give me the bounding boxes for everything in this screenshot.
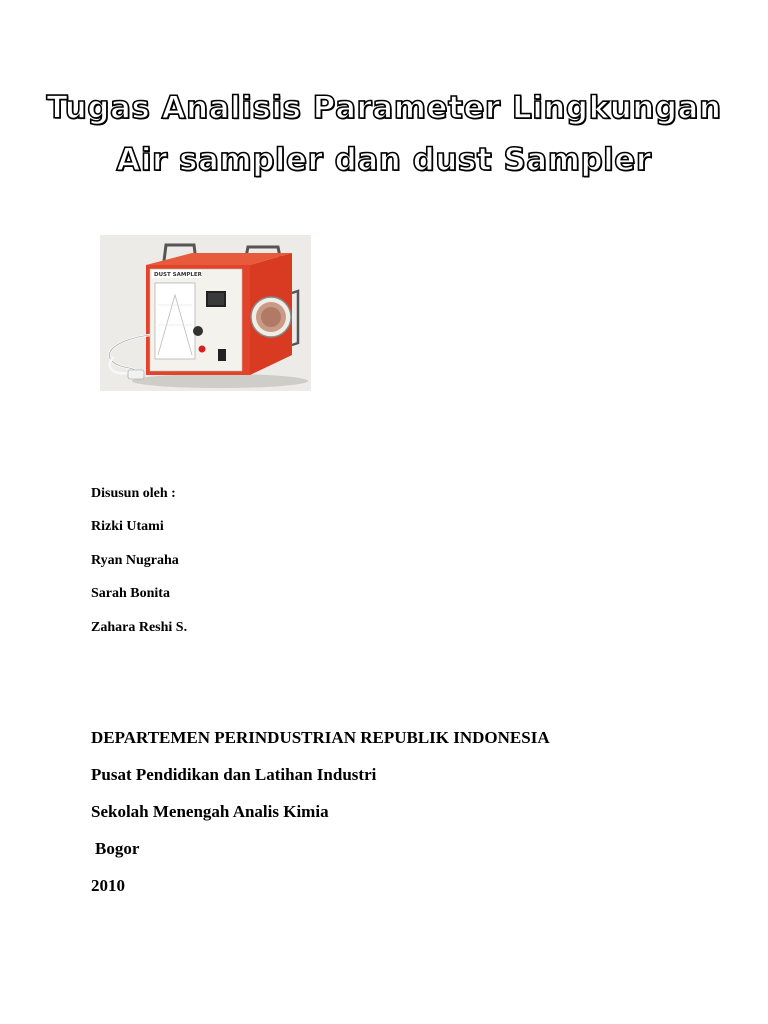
device-label-text: DUST SAMPLER xyxy=(154,272,202,278)
year: 2010 xyxy=(91,876,125,895)
center-name: Pusat Pendidikan dan Latihan Industri xyxy=(91,765,377,784)
author-name: Sarah Bonita xyxy=(91,586,170,601)
author-heading: Disusun oleh : xyxy=(91,486,176,501)
title-line-1: Tugas Analisis Parameter Lingkungan xyxy=(46,90,722,126)
dust-sampler-illustration xyxy=(100,235,311,391)
dust-sampler-photo xyxy=(100,235,311,391)
department-name: DEPARTEMEN PERINDUSTRIAN REPUBLIK INDONESIA xyxy=(91,728,550,747)
city-name: Bogor xyxy=(95,839,140,858)
author-name: Rizki Utami xyxy=(91,519,164,534)
school-name: Sekolah Menengah Analis Kimia xyxy=(91,802,329,821)
author-name: Ryan Nugraha xyxy=(91,553,179,568)
author-name: Zahara Reshi S. xyxy=(91,620,188,635)
title-line-2: Air sampler dan dust Sampler xyxy=(116,142,652,178)
